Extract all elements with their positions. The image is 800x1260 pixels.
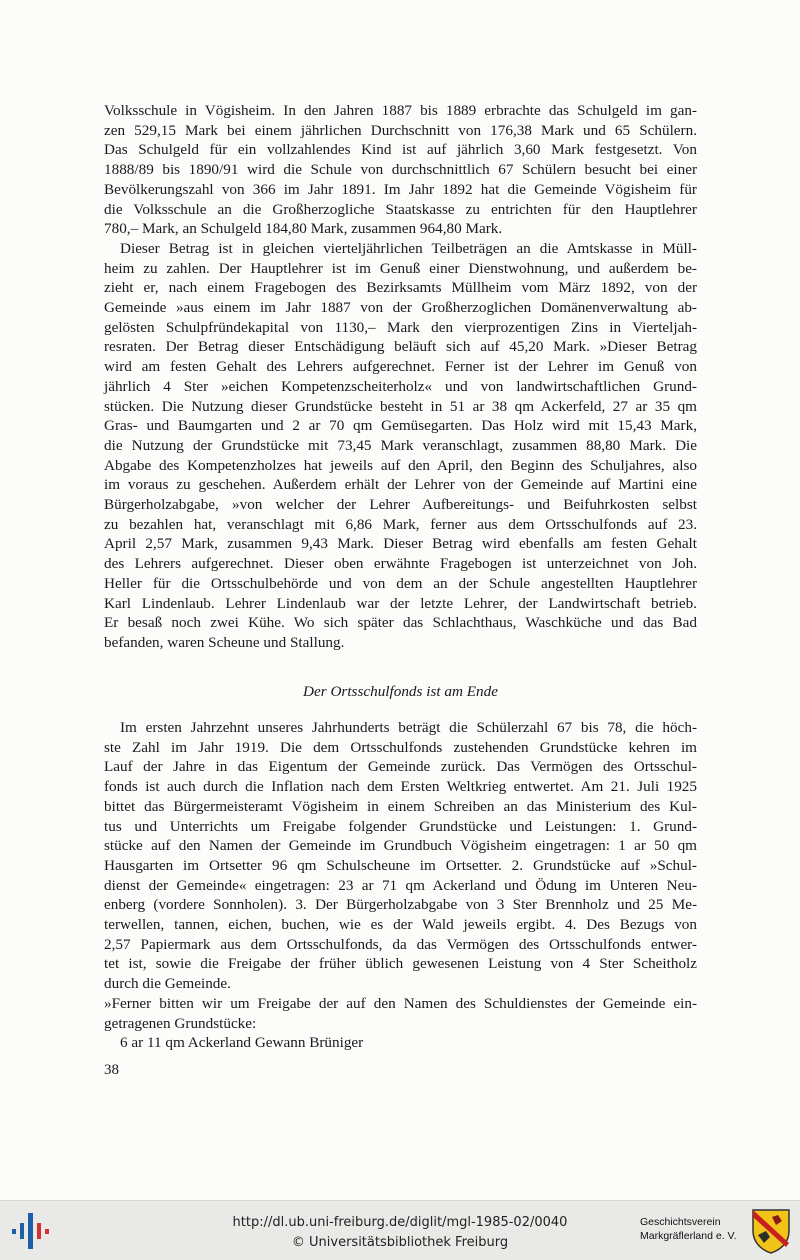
society-name <box>640 1215 746 1243</box>
text-line: heim zu zahlen. Der Hauptlehrer ist im Genuß einer Dienstwohnung, und außerdem be- <box>104 259 697 277</box>
text-line: Gemeinde »aus einem im Jahr 1887 von der Großherzoglichen Domänenverwaltung ab- <box>104 299 697 317</box>
text-line: die Volksschule an die Großherzogliche Staatskasse zu entrichten für den Hauptlehrer <box>104 200 697 218</box>
library-logo-icon <box>10 1209 50 1253</box>
text-line: stücken. Die Nutzung dieser Grundstücke besteht in 51 ar 38 qm Ackerfeld, 27 ar 35 qm <box>104 397 697 415</box>
text-line: Das Schulgeld für ein vollzahlendes Kind ist auf jährlich 3,60 Mark festgesetzt. Von <box>104 141 697 159</box>
text-line: Dieser Betrag ist in gleichen vierteljährlichen Teilbeträgen an die Amtskasse in Müll- <box>120 239 697 257</box>
viewer-footer <box>0 1200 800 1260</box>
source-url-link[interactable]: http://dl.ub.uni-freiburg.de/diglit/mgl-1985-02/0040 <box>232 1215 568 1230</box>
text-line: »Ferner bitten wir um Freigabe der auf den Namen des Schuldienstes der Gemeinde ein- <box>104 994 697 1012</box>
text-line: Im ersten Jahrzehnt unseres Jahrhunderts beträgt die Schülerzahl 67 bis 78, die höch- <box>120 719 697 736</box>
text-line: 1888/89 bis 1890/91 wird die Schule von durchschnittlich 67 Schülern besucht bei einer <box>104 161 697 179</box>
text-line: enberg (vordere Sonnholen). 3. Der Bürgerholzabgabe von 3 Ster Brennholz und 25 Me- <box>104 896 697 914</box>
text-line: Abgabe des Kompetenzholzes hat jeweils auf den April, den Beginn des Schuljahres, also <box>104 456 697 474</box>
text-line: bittet das Bürgermeisteramt Vögisheim in einem Schreiben an das Ministerium des Kul- <box>104 797 697 815</box>
text-line: Gras- und Baumgarten und 2 ar 70 qm Gemüsegarten. Das Holz wird mit 15,43 Mark, <box>104 417 697 435</box>
text-line: durch die Gemeinde. <box>104 975 231 993</box>
text-line: Karl Lindenlaub. Lehrer Lindenlaub war der letzte Lehrer, der Landwirtschaft betrieb. <box>104 594 697 612</box>
text-line: gelösten Schulpfründekapital von 1130,– Mark den vierprozentigen Zins in Vierteljah- <box>104 318 697 336</box>
society-name-line1: Geschichtsverein <box>640 1216 721 1228</box>
text-line: des Lehrers aufgerechnet. Dieser oben erwähnte Fragebogen ist unterzeichnet von Joh. <box>104 555 697 573</box>
text-line: zen 529,15 Mark bei einem jährlichen Durchschnitt von 176,38 Mark und 65 Schülern. <box>104 121 697 139</box>
text-line: Volksschule in Vögisheim. In den Jahren 1887 bis 1889 erbrachte das Schulgeld im gan- <box>104 102 697 119</box>
text-line: 2,57 Papiermark aus dem Ortsschulfonds, da das Vermögen des Ortsschulfonds entwer- <box>104 935 697 953</box>
section-heading: Der Ortsschulfonds ist am Ende <box>303 683 498 700</box>
text-line: zieht er, nach einem Fragebogen des Bezirksamts Müllheim vom März 1892, von der <box>104 279 697 297</box>
text-line: wird am festen Gehalt des Lehrers aufgerechnet. Ferner ist der Lehrer im Genuß von <box>104 358 697 376</box>
text-line: resraten. Der Betrag dieser Entschädigung beläuft sich auf 45,20 Mark. »Dieser Betrag <box>104 338 697 356</box>
text-line: dienst der Gemeinde« eingetragen: 23 ar 71 qm Ackerland und Ödung im Unteren Neu- <box>104 876 697 894</box>
text-line: jährlich 4 Ster »eichen Kompetenzscheiterholz« und von landwirtschaftlichen Grund- <box>104 377 697 395</box>
text-line: zu bezahlen hat, veranschlagt mit 6,86 Mark, ferner aus dem Ortsschulfonds auf 23. <box>104 515 697 533</box>
text-line: Heller für die Ortsschulbehörde und von dem an der Schule angestellten Hauptlehrer <box>104 574 697 592</box>
text-line: April 2,57 Mark, zusammen 9,43 Mark. Dieser Betrag wird ebenfalls am festen Gehalt <box>104 535 697 553</box>
copyright-notice: © Universitätsbibliothek Freiburg <box>291 1235 509 1250</box>
text-line: getragenen Grundstücke: <box>104 1014 257 1032</box>
page-number: 38 <box>104 1062 119 1078</box>
text-line: Bevölkerungszahl von 366 im Jahr 1891. Im Jahr 1892 hat die Gemeinde Vögisheim für <box>104 180 697 198</box>
coat-of-arms-icon <box>750 1207 792 1255</box>
text-block-top <box>104 101 697 653</box>
text-line: fonds ist auch durch die Inflation nach dem Ersten Weltkrieg entwertet. Am 21. Juli 1925 <box>104 778 697 796</box>
text-line: stücke auf den Namen der Gemeinde im Grundbuch Vögisheim eingetragen: 1 ar 50 qm <box>104 837 697 855</box>
text-line: Hausgarten im Ortsetter 96 qm Schulscheune im Ortsetter. 2. Grundstücke auf »Schul- <box>104 856 697 874</box>
text-line: die Nutzung der Grundstücke mit 73,45 Mark veranschlagt, zusammen 88,80 Mark. Die <box>104 436 697 454</box>
text-line: Bürgerholzabgabe, »von welcher der Lehrer Aufbereitungs- und Beifuhrkosten selbst <box>104 496 697 514</box>
text-line: ste Zahl im Jahr 1919. Die dem Ortsschulfonds zustehenden Grundstücke kehren im <box>104 738 697 756</box>
text-line: im voraus zu geschehen. Außerdem erhält der Lehrer von der Gemeinde auf Martini eine <box>104 476 697 494</box>
society-name-line2: Markgräflerland e. V. <box>640 1230 737 1242</box>
text-line: Lauf der Jahre in das Eigentum der Gemeinde zurück. Das Vermögen des Ortsschul- <box>104 758 697 776</box>
text-line: Er besaß noch zwei Kühe. Wo sich später das Schlachthaus, Waschküche und das Bad <box>104 614 697 632</box>
text-line: terwellen, tannen, eichen, buchen, wie es der Wald jeweils ergibt. 4. Des Bezugs von <box>104 916 697 934</box>
text-line: 6 ar 11 qm Ackerland Gewann Brüniger <box>120 1034 364 1052</box>
text-block-bottom <box>104 718 697 1053</box>
text-line: 780,– Mark, an Schulgeld 184,80 Mark, zusammen 964,80 Mark. <box>104 220 503 238</box>
text-line: tet ist, sowie die Freigabe der früher üblich gewesenen Leistung von 4 Ster Scheitholz <box>104 955 697 973</box>
text-line: befanden, waren Scheune und Stallung. <box>104 633 345 651</box>
text-line: tus und Unterrichts um Freigabe folgender Grundstücke und Leistungen: 1. Grund- <box>104 817 697 835</box>
